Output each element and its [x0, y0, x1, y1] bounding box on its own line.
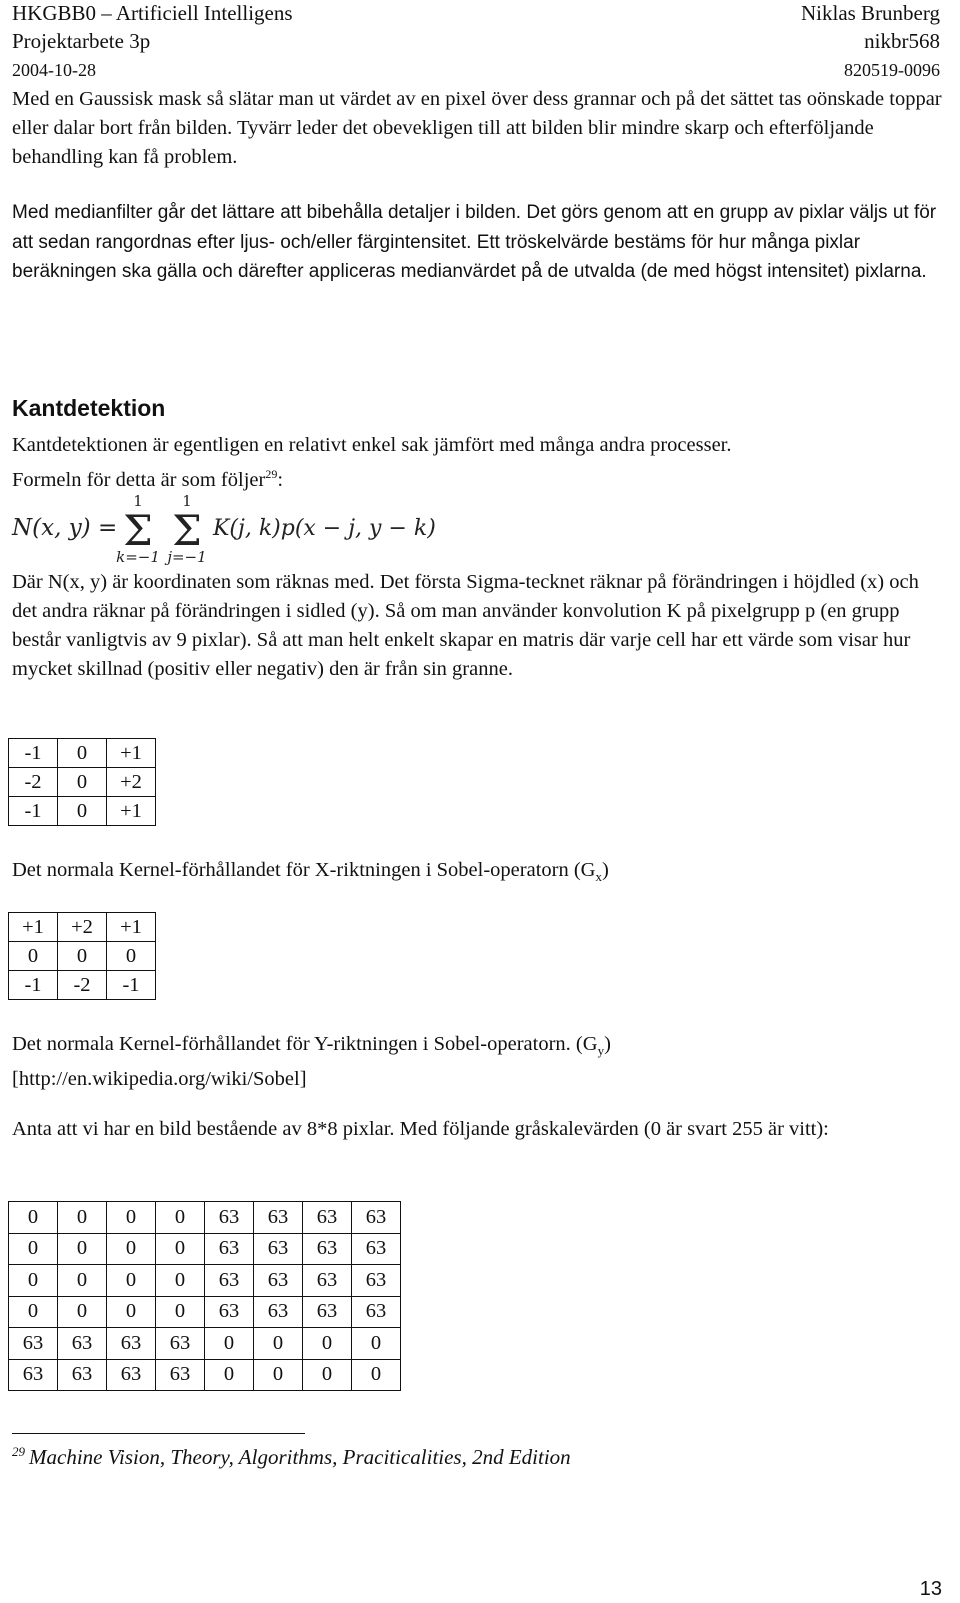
intro-colon: : [277, 468, 284, 491]
intro-line-2: Formeln för detta är som följer [12, 468, 266, 491]
header-person-id: 820519-0096 [844, 60, 940, 80]
caption-gx-text: Det normala Kernel-förhållandet för X-riktningen i Sobel-operatorn (G [12, 859, 596, 881]
cell: 63 [205, 1202, 254, 1234]
cell: 63 [107, 1328, 156, 1360]
cell: 63 [303, 1233, 352, 1265]
cell: 63 [352, 1296, 401, 1328]
sobel-gx-kernel [8, 738, 156, 826]
cell: 0 [352, 1359, 401, 1391]
table-row [9, 739, 156, 768]
cell: -2 [9, 768, 58, 797]
caption-gy-link: [http://en.wikipedia.org/wiki/Sobel] [12, 1068, 307, 1091]
cell: -1 [9, 797, 58, 826]
cell: 0 [107, 1296, 156, 1328]
formula-rhs: K(j, k)p(x − j, y − k) [213, 516, 436, 541]
cell: 63 [303, 1202, 352, 1234]
cell: 0 [9, 1265, 58, 1297]
cell: 0 [58, 768, 107, 797]
formula-lhs: N(x, y) = [12, 515, 118, 541]
cell: 63 [58, 1359, 107, 1391]
paragraph-grid-intro: Anta att vi har en bild bestående av 8*8 pixlar. Med följande gråskalevärden (0 är svart 255 är vitt): [12, 1118, 829, 1140]
convolution-formula [10, 490, 440, 565]
cell: 0 [303, 1328, 352, 1360]
paragraph-intro [12, 431, 942, 495]
cell: 0 [58, 1265, 107, 1297]
cell: 0 [107, 942, 156, 971]
footnote-ref: 29 [265, 467, 278, 481]
footnote [12, 1444, 571, 1470]
sum1-upper: 1 [133, 492, 143, 510]
cell: 63 [205, 1296, 254, 1328]
cell: 0 [254, 1328, 303, 1360]
cell: 0 [107, 1265, 156, 1297]
cell: 0 [58, 1296, 107, 1328]
grayscale-image-table [8, 1201, 401, 1391]
cell: +1 [9, 913, 58, 942]
cell: 63 [107, 1359, 156, 1391]
table-row [9, 942, 156, 971]
sobel-gy-kernel [8, 912, 156, 1000]
cell: 0 [9, 942, 58, 971]
table-row [9, 1202, 401, 1234]
cell: 0 [58, 1202, 107, 1234]
caption-gx [12, 856, 942, 891]
cell: 0 [254, 1359, 303, 1391]
footnote-divider [12, 1433, 305, 1434]
paragraph-explain: Där N(x, y) är koordinaten som räknas med. Det första Sigma-tecknet räknar på förändringen i höjdled (x) och det andra räknar på förändringen i sidled (y). Så om man använder konvolution K på pixelgrupp p (en grupp består vanligtvis av 9 pixlar). Så att man helt enkelt skapar en matris där varje cell har ett värde som visar hur mycket skillnad (positiv eller negativ) den är från sin granne. [12, 571, 919, 680]
cell: 63 [58, 1328, 107, 1360]
cell: 63 [352, 1233, 401, 1265]
sum1-lower: k=−1 [116, 548, 160, 565]
caption-gy-sub: y [597, 1043, 605, 1059]
cell: 63 [254, 1265, 303, 1297]
table-row [9, 1328, 401, 1360]
cell: 63 [254, 1202, 303, 1234]
caption-gx-sub: x [595, 869, 602, 885]
cell: 0 [107, 1233, 156, 1265]
cell: 63 [303, 1296, 352, 1328]
caption-gx-end: ) [601, 859, 609, 881]
cell: 63 [254, 1233, 303, 1265]
sum2-upper: 1 [182, 492, 192, 510]
cell: 0 [58, 1233, 107, 1265]
cell: 0 [58, 942, 107, 971]
header-user-id: nikbr568 [864, 29, 940, 53]
cell: 0 [205, 1359, 254, 1391]
cell: 63 [9, 1359, 58, 1391]
cell: +1 [107, 739, 156, 768]
cell: 0 [9, 1233, 58, 1265]
cell: +2 [107, 768, 156, 797]
cell: 63 [352, 1265, 401, 1297]
table-row [9, 971, 156, 1000]
cell: 63 [205, 1265, 254, 1297]
caption-gy-text: Det normala Kernel-förhållandet för Y-riktningen i Sobel-operatorn. (G [12, 1033, 598, 1055]
paragraph-median: Med medianfilter går det lättare att bibehålla detaljer i bilden. Det görs genom att en grupp av pixlar väljs ut för att sedan rangordnas efter ljus- och/eller färgintensitet. Ett tröskelvärde bestäms för hur många pixlar beräkningen ska gälla och därefter appliceras medianvärdet på de utvalda (de med högst intensitet) pixlarna. [12, 202, 937, 282]
table-row [9, 913, 156, 942]
table-row [9, 797, 156, 826]
cell: -1 [9, 971, 58, 1000]
cell: 63 [254, 1296, 303, 1328]
cell: 0 [9, 1296, 58, 1328]
cell: 63 [352, 1202, 401, 1234]
cell: 63 [156, 1328, 205, 1360]
caption-gy [12, 1030, 942, 1094]
cell: 0 [107, 1202, 156, 1234]
cell: -1 [9, 739, 58, 768]
cell: +2 [58, 913, 107, 942]
sigma-k-icon: Σ [123, 506, 153, 555]
cell: 0 [156, 1296, 205, 1328]
table-row [9, 768, 156, 797]
page-number: 13 [919, 1578, 942, 1600]
header-date: 2004-10-28 [12, 60, 96, 80]
section-heading: Kantdetektion [12, 395, 166, 421]
cell: 63 [9, 1328, 58, 1360]
table-row [9, 1233, 401, 1265]
sum2-lower: j=−1 [167, 548, 207, 565]
header-project: Projektarbete 3p [12, 29, 151, 53]
cell: 0 [205, 1328, 254, 1360]
cell: -2 [58, 971, 107, 1000]
footnote-number: 29 [12, 1444, 25, 1459]
caption-gy-end: ) [604, 1033, 611, 1055]
cell: 0 [156, 1233, 205, 1265]
cell: +1 [107, 913, 156, 942]
cell: 63 [205, 1233, 254, 1265]
table-row [9, 1359, 401, 1391]
intro-line-1: Kantdetektionen är egentligen en relativt enkel sak jämfört med många andra processer. [12, 434, 732, 456]
table-row [9, 1296, 401, 1328]
sigma-j-icon: Σ [172, 506, 202, 555]
cell: -1 [107, 971, 156, 1000]
image-table-body [9, 1202, 401, 1391]
paragraph-gauss: Med en Gaussisk mask så slätar man ut värdet av en pixel över dess grannar och på det sättet tas oönskade toppar eller dalar bort från bilden. Tyvärr leder det obevekligen till att bilden blir mindre skarp och efterföljande behandling kan få problem. [12, 88, 942, 168]
cell: 63 [156, 1359, 205, 1391]
cell: 63 [303, 1265, 352, 1297]
cell: 0 [156, 1202, 205, 1234]
header-author: Niklas Brunberg [800, 1, 940, 25]
cell: 0 [156, 1265, 205, 1297]
cell: +1 [107, 797, 156, 826]
cell: 0 [303, 1359, 352, 1391]
cell: 0 [9, 1202, 58, 1234]
footnote-text: Machine Vision, Theory, Algorithms, Praciticalities, 2nd Edition [29, 1445, 571, 1469]
cell: 0 [58, 797, 107, 826]
table-row [9, 1265, 401, 1297]
cell: 0 [352, 1328, 401, 1360]
cell: 0 [58, 739, 107, 768]
header-course: HKGBB0 – Artificiell Intelligens [12, 1, 293, 25]
